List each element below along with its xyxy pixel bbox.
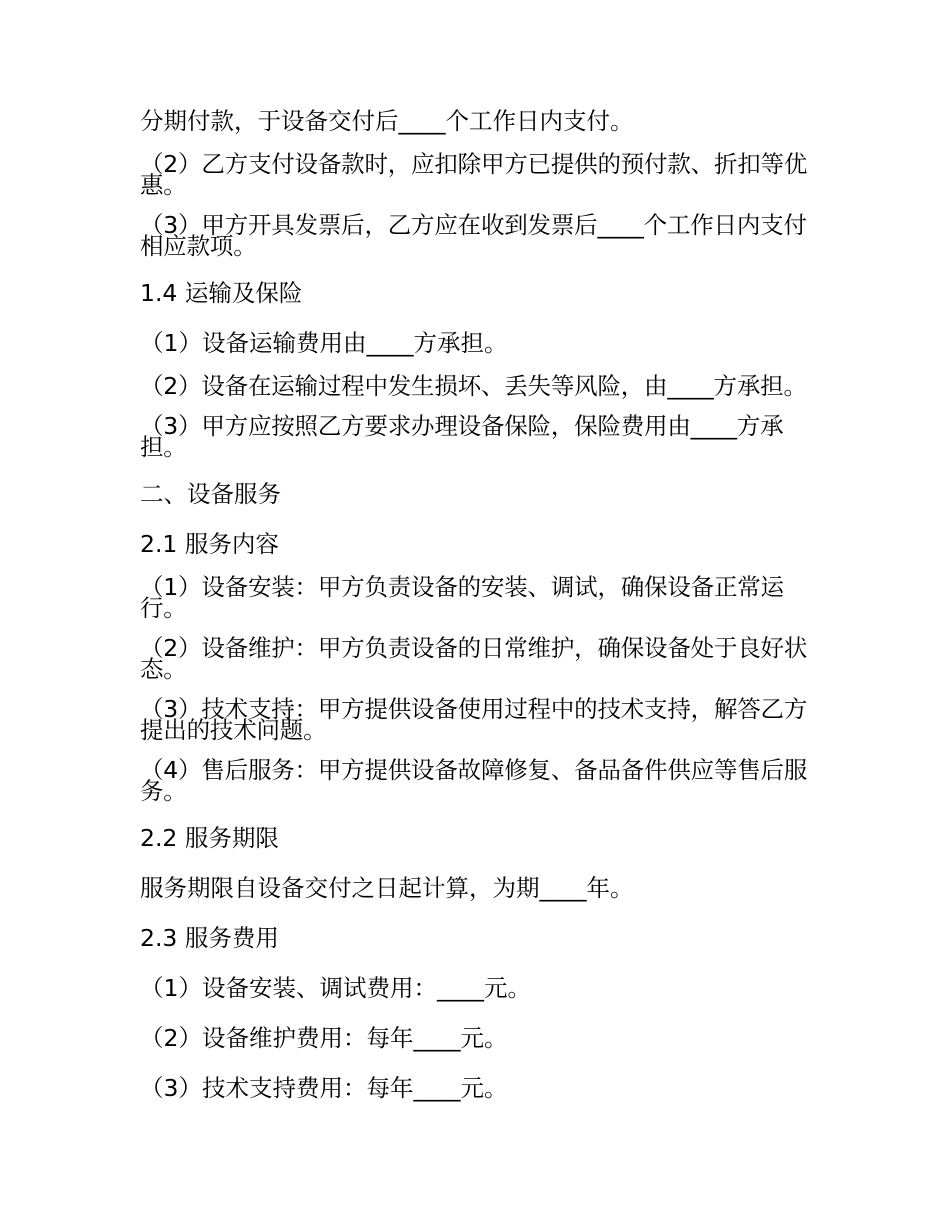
paragraph-transport-risk: （2）设备在运输过程中发生损坏、丢失等风险，由____方承担。 xyxy=(140,372,807,400)
paragraph-after-sales: （4）售后服务：甲方提供设备故障修复、备品备件供应等售后服务。 xyxy=(140,756,808,805)
paragraph-insurance: （3）甲方应按照乙方要求办理设备保险，保险费用由____方承担。 xyxy=(140,412,784,461)
section-heading-service-fees: 2.3 服务费用 xyxy=(140,924,279,952)
paragraph-maintenance-fee: （2）设备维护费用：每年____元。 xyxy=(140,1024,508,1052)
paragraph-transport-cost: （1）设备运输费用由____方承担。 xyxy=(140,329,508,357)
paragraph-invoice-payment: （3）甲方开具发票后，乙方应在收到发票后____个工作日内支付相应款项。 xyxy=(140,211,807,260)
document-page xyxy=(140,104,808,1121)
paragraph-support-fee: （3）技术支持费用：每年____元。 xyxy=(140,1074,508,1102)
paragraph-installment-payment: 分期付款，于设备交付后____个工作日内支付。 xyxy=(140,107,634,135)
paragraph-service-period: 服务期限自设备交付之日起计算，为期____年。 xyxy=(140,874,634,902)
chapter-heading-equipment-service: 二、设备服务 xyxy=(140,480,281,508)
paragraph-payment-deduction: （2）乙方支付设备款时，应扣除甲方已提供的预付款、折扣等优惠。 xyxy=(140,150,808,199)
section-heading-service-period: 2.2 服务期限 xyxy=(140,824,279,852)
paragraph-maintenance: （2）设备维护：甲方负责设备的日常维护，确保设备处于良好状态。 xyxy=(140,634,808,683)
paragraph-installation: （1）设备安装：甲方负责设备的安装、调试，确保设备正常运行。 xyxy=(140,573,784,622)
section-heading-transport-insurance: 1.4 运输及保险 xyxy=(140,279,303,307)
paragraph-tech-support: （3）技术支持：甲方提供设备使用过程中的技术支持，解答乙方提出的技术问题。 xyxy=(140,695,808,744)
section-heading-service-content: 2.1 服务内容 xyxy=(140,530,279,558)
paragraph-installation-fee: （1）设备安装、调试费用：____元。 xyxy=(140,974,531,1002)
